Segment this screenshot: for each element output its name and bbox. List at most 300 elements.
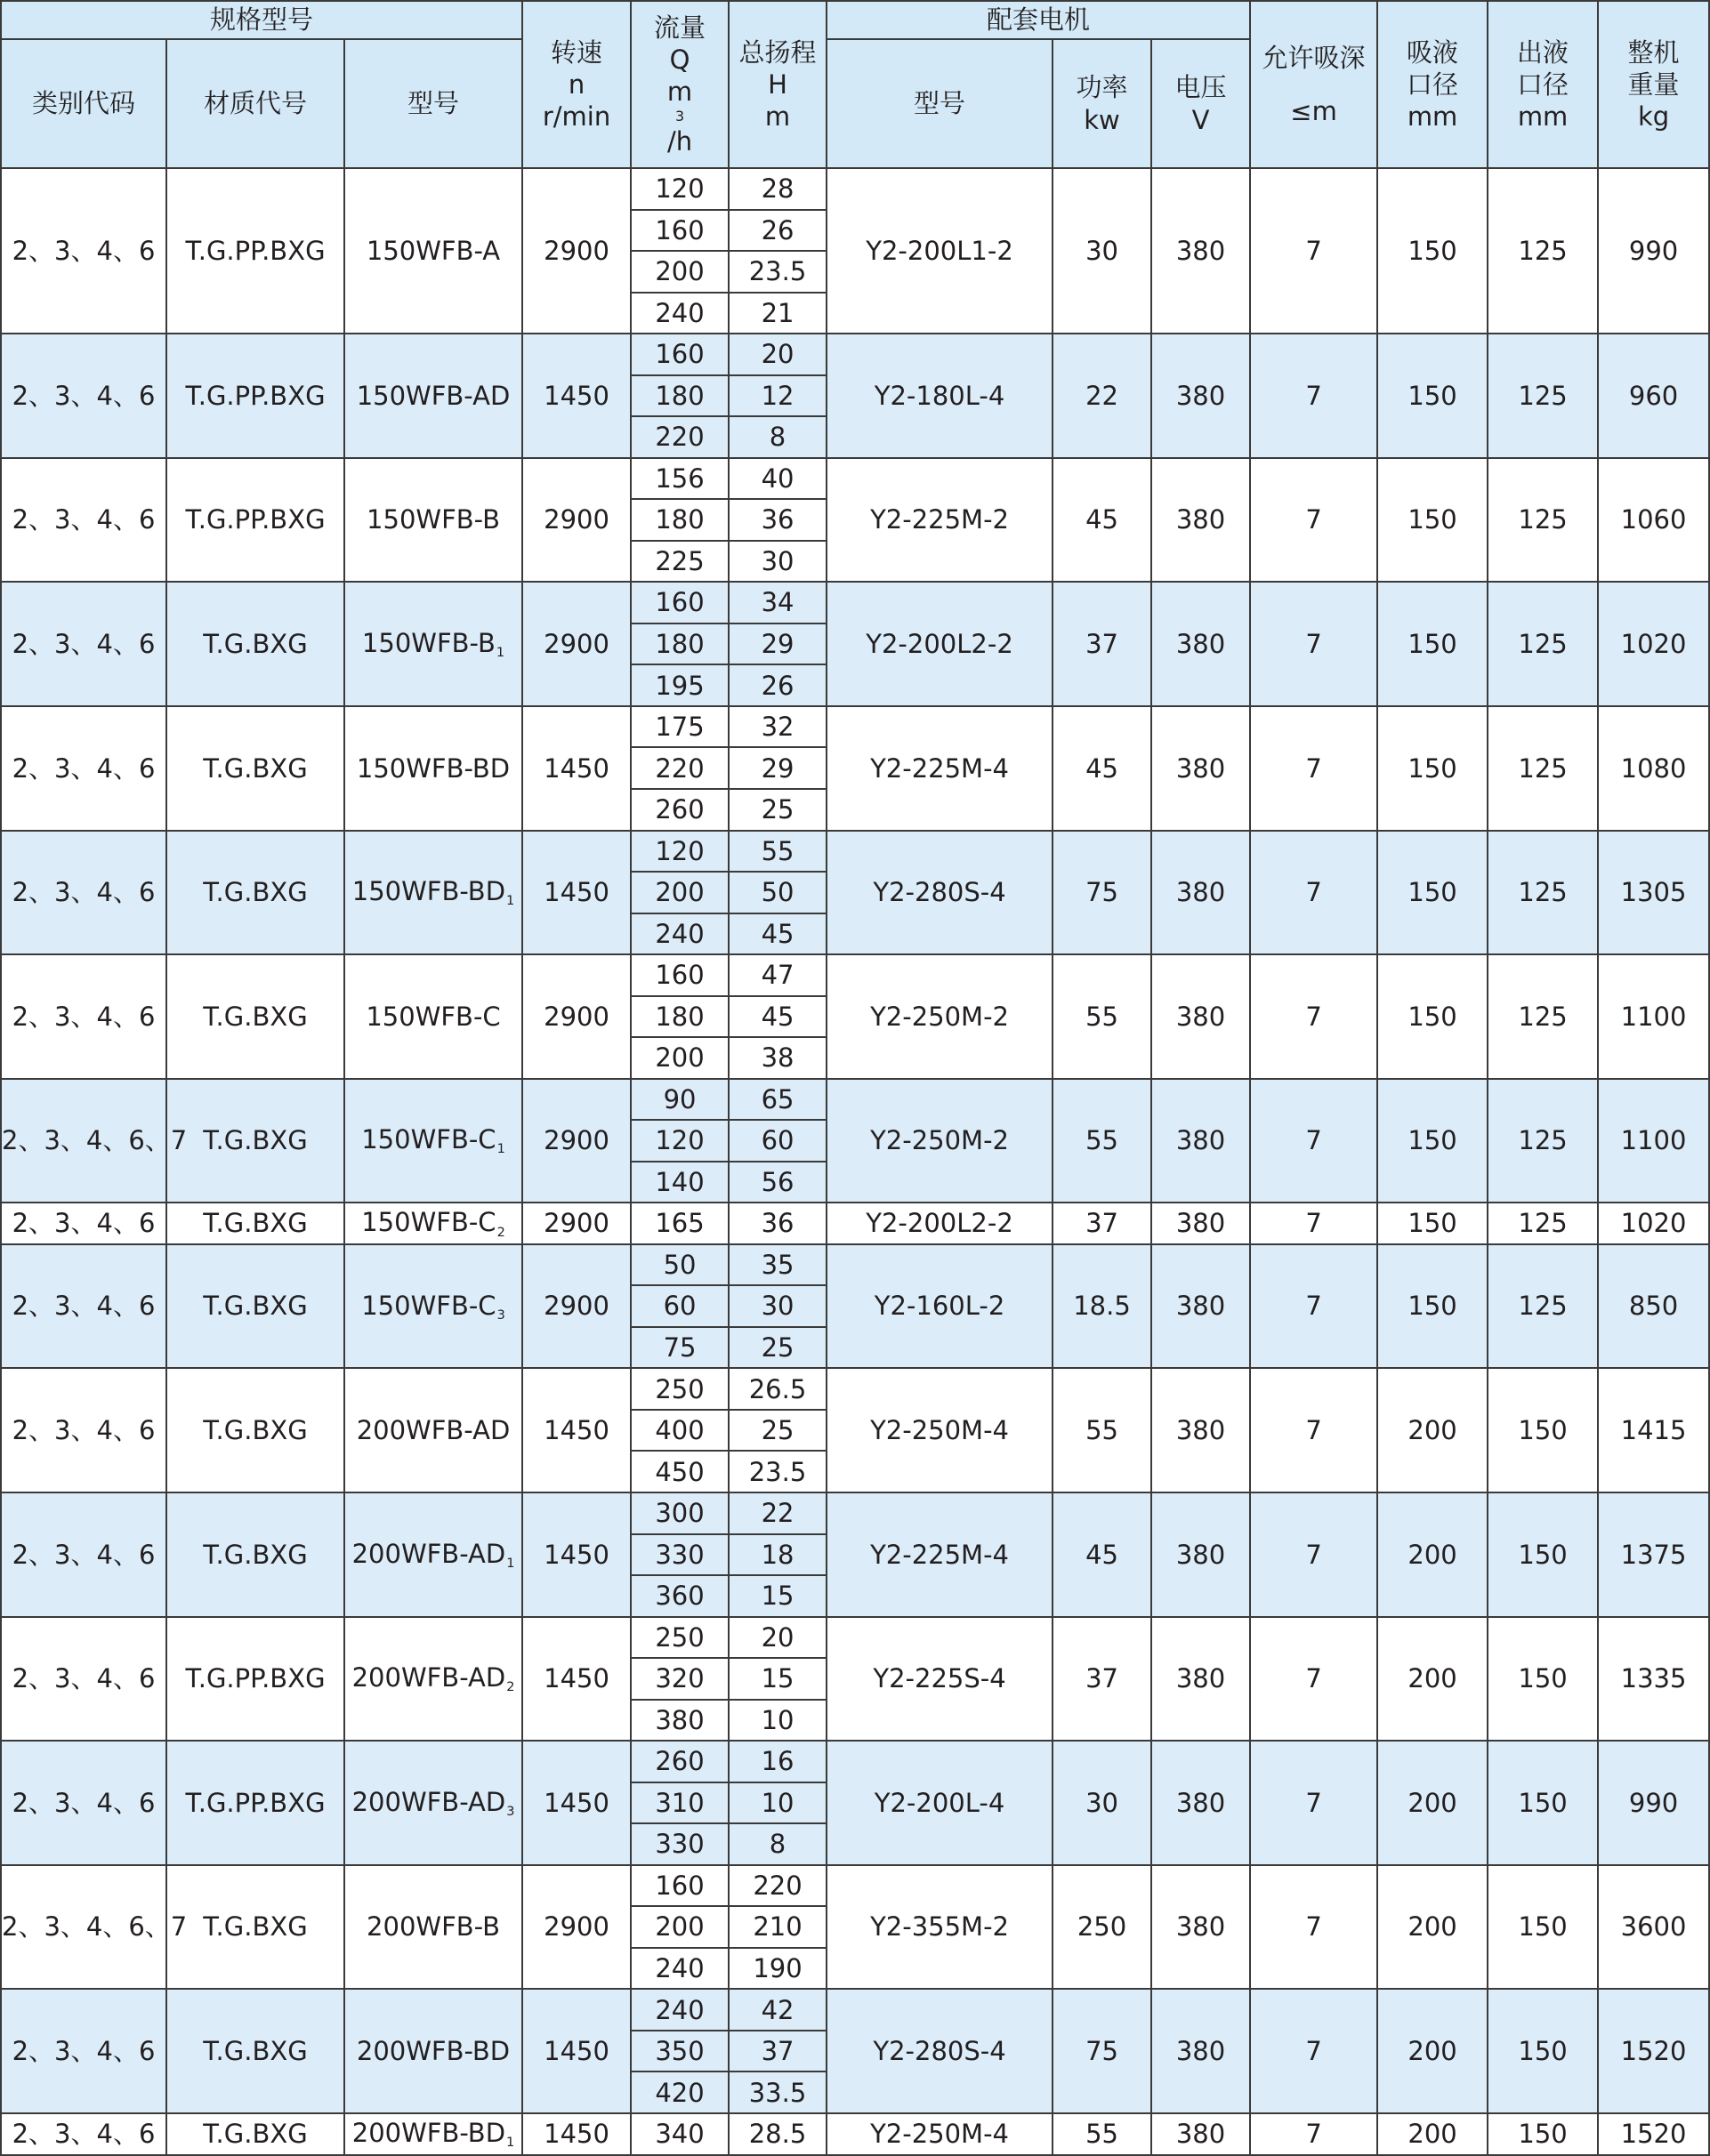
head-cell — [729, 664, 827, 706]
category-code-cell — [1, 458, 166, 583]
head-value: 20 — [761, 1621, 795, 1653]
motor-model-cell-text: Y2-250M-2 — [870, 1125, 1009, 1156]
table-row — [1, 1492, 1709, 1534]
flow-value: 195 — [655, 670, 705, 701]
head-value: 26.5 — [748, 1373, 807, 1404]
flow-value: 180 — [655, 628, 705, 659]
outlet-diameter-cell — [1488, 1492, 1598, 1617]
model-cell-text: 150WFB-BD — [351, 876, 506, 907]
speed-cell — [522, 1492, 631, 1617]
head-cell — [729, 2031, 827, 2072]
voltage-cell-text: 380 — [1175, 1539, 1226, 1570]
flow-header-unit — [632, 76, 728, 157]
material-code-cell-text: T.G.BXG — [203, 1539, 308, 1570]
head-cell — [729, 706, 827, 748]
suction-depth-cell — [1250, 831, 1377, 955]
flow-cell — [631, 789, 729, 831]
speed-cell-text: 2900 — [544, 1208, 609, 1239]
suction-depth-cell — [1250, 458, 1377, 583]
outlet-diameter-cell — [1488, 1741, 1598, 1865]
head-value: 25 — [761, 1415, 795, 1446]
voltage-cell — [1151, 1203, 1250, 1244]
suction-depth-cell — [1250, 1368, 1377, 1492]
flow-value: 156 — [655, 463, 705, 494]
head-value: 38 — [761, 1042, 795, 1074]
model-cell — [344, 334, 522, 458]
voltage-cell-text: 380 — [1175, 877, 1226, 908]
head-value: 26 — [761, 214, 795, 245]
flow-cell — [631, 1244, 729, 1286]
outlet-diameter-cell-text: 150 — [1518, 1415, 1568, 1446]
head-value: 25 — [761, 1332, 795, 1364]
category-code-cell — [1, 334, 166, 458]
material-code-cell-text: T.G.PP.BXG — [185, 1787, 326, 1818]
power-cell — [1053, 1865, 1151, 1990]
head-cell — [729, 293, 827, 334]
suction-depth-cell — [1250, 2113, 1377, 2155]
material-code-cell-text: T.G.BXG — [203, 1911, 308, 1943]
motor-model-cell-text: Y2-200L2-2 — [866, 1208, 1013, 1239]
outlet-header-line1: 出液 — [1517, 36, 1569, 68]
weight-cell-text: 1020 — [1620, 1208, 1687, 1239]
weight-cell-text: 1080 — [1620, 752, 1687, 784]
weight-cell — [1598, 1203, 1709, 1244]
speed-header — [522, 1, 631, 168]
head-value: 65 — [761, 1083, 795, 1114]
category-code-cell-text: 2、3、4、6 — [12, 1001, 156, 1032]
weight-cell — [1598, 954, 1709, 1079]
suction-depth-header — [1250, 1, 1377, 168]
flow-value: 160 — [655, 339, 705, 370]
voltage-cell — [1151, 1079, 1250, 1203]
motor-model-cell-text: Y2-355M-2 — [870, 1911, 1009, 1943]
category-code-cell — [1, 1368, 166, 1492]
motor-model-cell — [827, 458, 1053, 583]
head-cell — [729, 1700, 827, 1742]
head-header-unit: m — [764, 101, 791, 133]
table-row — [1, 706, 1709, 748]
weight-cell-text: 3600 — [1620, 1911, 1687, 1943]
outlet-diameter-cell — [1488, 1244, 1598, 1369]
head-value: 22 — [761, 1498, 795, 1529]
outlet-diameter-cell-text: 125 — [1518, 380, 1568, 411]
speed-cell-text: 2900 — [544, 628, 609, 659]
head-cell — [729, 1865, 827, 1907]
head-value: 8 — [769, 422, 786, 453]
table-row — [1, 1865, 1709, 1907]
flow-cell — [631, 1658, 729, 1700]
voltage-cell-text: 380 — [1175, 380, 1226, 411]
power-cell-text: 55 — [1085, 2119, 1118, 2150]
head-value: 8 — [769, 1829, 786, 1860]
head-value: 190 — [753, 1952, 803, 1983]
flow-cell — [631, 168, 729, 210]
inlet-diameter-cell — [1377, 2113, 1488, 2155]
inlet-diameter-cell-text: 200 — [1408, 1787, 1457, 1818]
suction-depth-cell-text: 7 — [1305, 877, 1322, 908]
model-cell — [344, 2113, 522, 2155]
speed-cell-text: 2900 — [544, 1911, 609, 1943]
material-code-cell — [166, 2113, 344, 2155]
weight-cell — [1598, 1865, 1709, 1990]
flow-header-label: 流量 — [654, 12, 706, 43]
inlet-header — [1377, 1, 1488, 168]
flow-value: 400 — [655, 1415, 705, 1446]
category-code-cell-text: 2、3、4、6 — [12, 1291, 156, 1322]
inlet-diameter-cell-text: 200 — [1408, 1663, 1457, 1694]
speed-cell-text: 1450 — [544, 2036, 609, 2067]
outlet-diameter-cell — [1488, 954, 1598, 1079]
category-code-cell-text: 2、3、4、6 — [12, 1539, 156, 1570]
power-cell — [1053, 1492, 1151, 1617]
weight-header-line1: 整机 — [1627, 36, 1680, 68]
motor-model-cell — [827, 1741, 1053, 1865]
material-code-cell — [166, 1244, 344, 1369]
motor-model-cell-text: Y2-280S-4 — [873, 877, 1006, 908]
head-value: 16 — [761, 1746, 795, 1777]
flow-cell — [631, 210, 729, 252]
table-row — [1, 1989, 1709, 2031]
head-cell — [729, 251, 827, 293]
speed-cell — [522, 458, 631, 583]
flow-cell — [631, 1617, 729, 1659]
model-label: 型号 — [407, 88, 460, 119]
suction-depth-cell — [1250, 1617, 1377, 1742]
motor-model-cell-text: Y2-200L1-2 — [866, 235, 1013, 266]
speed-cell-text: 1450 — [544, 2119, 609, 2150]
head-value: 15 — [761, 1663, 795, 1694]
category-code-cell — [1, 1244, 166, 1369]
head-value: 45 — [761, 1001, 795, 1032]
table-row — [1, 1368, 1709, 1410]
motor-model-cell-text: Y2-160L-2 — [874, 1291, 1005, 1322]
table-row — [1, 582, 1709, 623]
table-row — [1, 458, 1709, 500]
voltage-cell-text: 380 — [1175, 235, 1226, 266]
spec-group-header — [1, 1, 522, 39]
head-cell — [729, 2072, 827, 2113]
speed-cell-text: 1450 — [544, 380, 609, 411]
flow-cell — [631, 1162, 729, 1203]
motor-model-cell-text: Y2-280S-4 — [873, 2036, 1006, 2067]
material-code-cell-text: T.G.PP.BXG — [185, 1663, 326, 1694]
weight-cell-text: 1415 — [1620, 1415, 1687, 1446]
voltage-cell-text: 380 — [1175, 1125, 1226, 1156]
flow-value: 350 — [655, 2036, 705, 2067]
inlet-diameter-cell-text: 150 — [1408, 752, 1457, 784]
head-value: 60 — [761, 1125, 795, 1156]
head-cell — [729, 541, 827, 583]
head-cell — [729, 1037, 827, 1079]
material-code-cell — [166, 706, 344, 831]
motor-model-cell-text: Y2-225M-4 — [870, 1539, 1009, 1570]
inlet-header-unit: mm — [1407, 101, 1458, 133]
outlet-diameter-cell-text: 125 — [1518, 504, 1568, 535]
voltage-header-label: 电压 — [1174, 72, 1227, 103]
head-value: 10 — [761, 1787, 795, 1818]
power-cell-text: 75 — [1085, 877, 1118, 908]
material-code-cell-text: T.G.BXG — [203, 628, 308, 659]
head-value: 29 — [761, 628, 795, 659]
weight-header-line2: 重量 — [1627, 68, 1680, 100]
voltage-header — [1151, 39, 1250, 168]
head-cell — [729, 416, 827, 458]
head-value: 18 — [761, 1539, 795, 1570]
category-code-cell — [1, 706, 166, 831]
power-cell-text: 37 — [1085, 1208, 1118, 1239]
inlet-diameter-cell — [1377, 168, 1488, 334]
head-cell — [729, 1741, 827, 1782]
flow-value: 50 — [663, 1249, 697, 1280]
weight-cell-text: 1100 — [1620, 1001, 1687, 1032]
inlet-diameter-cell-text: 150 — [1408, 1291, 1457, 1322]
flow-unit-rest: /h — [666, 126, 693, 157]
flow-cell — [631, 334, 729, 375]
category-code-cell-text: 2、3、4、6、7 — [2, 1911, 188, 1943]
flow-value: 420 — [655, 2077, 705, 2108]
suction-depth-cell-text: 7 — [1305, 1291, 1322, 1322]
motor-model-cell — [827, 954, 1053, 1079]
head-cell — [729, 1948, 827, 1990]
table-row — [1, 1741, 1709, 1782]
model-cell — [344, 1865, 522, 1990]
weight-cell-text: 1520 — [1620, 2119, 1687, 2150]
suction-depth-cell-text: 7 — [1305, 628, 1322, 659]
model-cell — [344, 1989, 522, 2113]
inlet-diameter-cell-text: 150 — [1408, 504, 1457, 535]
model-header — [344, 39, 522, 168]
weight-cell — [1598, 168, 1709, 334]
category-code-cell — [1, 1989, 166, 2113]
head-cell — [729, 1823, 827, 1865]
model-subscript: 1 — [506, 2136, 515, 2151]
inlet-diameter-cell — [1377, 458, 1488, 583]
material-code-cell-text: T.G.BXG — [203, 1291, 308, 1322]
outlet-diameter-cell — [1488, 1079, 1598, 1203]
category-code-cell-text: 2、3、4、6 — [12, 1663, 156, 1694]
outlet-diameter-cell — [1488, 334, 1598, 458]
category-code-cell-text: 2、3、4、6 — [12, 1415, 156, 1446]
suction-depth-cell-text: 7 — [1305, 1415, 1322, 1446]
head-value: 210 — [753, 1911, 803, 1943]
inlet-diameter-cell — [1377, 1617, 1488, 1742]
flow-value: 160 — [655, 960, 705, 991]
flow-cell — [631, 664, 729, 706]
inlet-header-line2: 口径 — [1407, 68, 1459, 100]
head-header — [729, 1, 827, 168]
head-value: 12 — [761, 380, 795, 411]
inlet-diameter-cell — [1377, 1989, 1488, 2113]
speed-cell — [522, 706, 631, 831]
material-code-cell — [166, 1368, 344, 1492]
power-cell-text: 75 — [1085, 2036, 1118, 2067]
material-code-cell — [166, 458, 344, 583]
power-cell — [1053, 1203, 1151, 1244]
head-cell — [729, 1203, 827, 1244]
head-value: 20 — [761, 339, 795, 370]
speed-cell-text: 2900 — [544, 504, 609, 535]
flow-cell — [631, 1037, 729, 1079]
model-cell-text: 150WFB-C — [366, 1001, 501, 1032]
model-cell-text: 200WFB-B — [367, 1911, 500, 1943]
voltage-cell-text: 380 — [1175, 1208, 1226, 1239]
table-row — [1, 831, 1709, 873]
speed-cell — [522, 1617, 631, 1742]
flow-value: 75 — [663, 1332, 697, 1364]
power-cell-text: 45 — [1085, 504, 1118, 535]
flow-value: 360 — [655, 1581, 705, 1612]
model-cell-text: 200WFB-BD — [356, 2036, 511, 2067]
flow-value: 200 — [655, 1042, 705, 1074]
head-cell — [729, 168, 827, 210]
outlet-diameter-cell — [1488, 706, 1598, 831]
material-code-cell-text: T.G.PP.BXG — [185, 380, 326, 411]
flow-cell — [631, 1534, 729, 1576]
head-cell — [729, 1989, 827, 2031]
speed-cell — [522, 1244, 631, 1369]
model-cell-text: 150WFB-BD — [356, 752, 511, 784]
speed-cell-text: 1450 — [544, 1415, 609, 1446]
outlet-diameter-cell-text: 125 — [1518, 628, 1568, 659]
material-code-cell — [166, 1989, 344, 2113]
material-code-cell-text: T.G.BXG — [203, 1125, 308, 1156]
spec-group-label: 规格型号 — [210, 4, 314, 36]
suction-depth-cell-text: 7 — [1305, 380, 1322, 411]
flow-value: 330 — [655, 1539, 705, 1570]
head-value: 36 — [761, 504, 795, 535]
head-cell — [729, 375, 827, 417]
table-row — [1, 954, 1709, 996]
outlet-diameter-cell-text: 125 — [1518, 1001, 1568, 1032]
category-code-cell — [1, 1492, 166, 1617]
head-value: 40 — [761, 463, 795, 494]
power-cell-text: 45 — [1085, 1539, 1118, 1570]
head-cell — [729, 1617, 827, 1659]
model-cell-text: 150WFB-B — [367, 504, 500, 535]
model-cell — [344, 1079, 522, 1203]
flow-cell — [631, 913, 729, 955]
flow-value: 320 — [655, 1663, 705, 1694]
model-cell-text: 150WFB-C — [361, 1207, 496, 1238]
outlet-diameter-cell — [1488, 1203, 1598, 1244]
outlet-header — [1488, 1, 1598, 168]
speed-cell — [522, 2113, 631, 2155]
flow-value: 300 — [655, 1498, 705, 1529]
flow-value: 175 — [655, 712, 705, 743]
power-cell-text: 30 — [1085, 235, 1118, 266]
inlet-header-line1: 吸液 — [1407, 36, 1459, 68]
material-code-cell — [166, 1203, 344, 1244]
weight-cell — [1598, 706, 1709, 831]
model-subscript: 1 — [506, 894, 515, 909]
outlet-diameter-cell-text: 125 — [1518, 1125, 1568, 1156]
weight-cell — [1598, 582, 1709, 706]
suction-depth-cell — [1250, 1865, 1377, 1990]
category-code-cell-text: 2、3、4、6 — [12, 504, 156, 535]
head-cell — [729, 1079, 827, 1121]
power-cell-text: 18.5 — [1073, 1291, 1131, 1322]
category-code-cell — [1, 1203, 166, 1244]
voltage-cell — [1151, 1989, 1250, 2113]
head-value: 30 — [761, 545, 795, 576]
inlet-diameter-cell — [1377, 1079, 1488, 1203]
inlet-diameter-cell-text: 150 — [1408, 1208, 1457, 1239]
speed-cell — [522, 1741, 631, 1865]
model-cell-text: 150WFB-A — [366, 235, 501, 266]
flow-cell — [631, 1700, 729, 1742]
material-code-cell — [166, 831, 344, 955]
flow-value: 160 — [655, 214, 705, 245]
motor-model-cell-text: Y2-250M-4 — [870, 1415, 1009, 1446]
motor-model-cell — [827, 582, 1053, 706]
table-row — [1, 1079, 1709, 1121]
voltage-cell — [1151, 582, 1250, 706]
suction-depth-cell-text: 7 — [1305, 1663, 1322, 1694]
material-code-cell — [166, 1492, 344, 1617]
head-value: 21 — [761, 297, 795, 328]
head-cell — [729, 1120, 827, 1162]
speed-cell — [522, 831, 631, 955]
motor-model-label: 型号 — [914, 88, 966, 119]
voltage-cell-text: 380 — [1175, 1415, 1226, 1446]
model-cell — [344, 706, 522, 831]
flow-value: 240 — [655, 918, 705, 949]
weight-cell — [1598, 1079, 1709, 1203]
flow-value: 220 — [655, 752, 705, 784]
model-subscript: 2 — [506, 1680, 515, 1695]
outlet-diameter-cell — [1488, 1368, 1598, 1492]
model-subscript: 3 — [496, 1307, 505, 1323]
flow-value: 140 — [655, 1166, 705, 1197]
flow-value: 450 — [655, 1456, 705, 1487]
voltage-cell — [1151, 2113, 1250, 2155]
flow-unit-exponent: 3 — [674, 108, 685, 125]
motor-model-cell — [827, 1368, 1053, 1492]
power-cell-text: 22 — [1085, 380, 1118, 411]
head-cell — [729, 1327, 827, 1369]
model-cell — [344, 458, 522, 583]
speed-cell — [522, 954, 631, 1079]
speed-cell — [522, 1368, 631, 1492]
suction-depth-cell — [1250, 582, 1377, 706]
power-cell — [1053, 954, 1151, 1079]
motor-model-cell — [827, 1244, 1053, 1369]
outlet-diameter-cell — [1488, 1865, 1598, 1990]
suction-depth-cell-text: 7 — [1305, 2119, 1322, 2150]
weight-header — [1598, 1, 1709, 168]
model-subscript: 1 — [496, 1142, 505, 1157]
outlet-diameter-cell-text: 125 — [1518, 1208, 1568, 1239]
voltage-cell — [1151, 458, 1250, 583]
suction-depth-cell — [1250, 1079, 1377, 1203]
flow-value: 260 — [655, 1746, 705, 1777]
outlet-diameter-cell-text: 125 — [1518, 752, 1568, 784]
flow-cell — [631, 1948, 729, 1990]
flow-value: 200 — [655, 1911, 705, 1943]
model-subscript: 3 — [506, 1804, 515, 1819]
inlet-diameter-cell — [1377, 1865, 1488, 1990]
voltage-cell-text: 380 — [1175, 504, 1226, 535]
voltage-cell — [1151, 168, 1250, 334]
inlet-diameter-cell-text: 150 — [1408, 1125, 1457, 1156]
motor-model-cell — [827, 334, 1053, 458]
model-cell — [344, 168, 522, 334]
weight-cell — [1598, 1368, 1709, 1492]
outlet-diameter-cell-text: 150 — [1518, 1787, 1568, 1818]
power-cell — [1053, 1741, 1151, 1865]
weight-header-unit: kg — [1637, 101, 1670, 133]
speed-cell — [522, 168, 631, 334]
